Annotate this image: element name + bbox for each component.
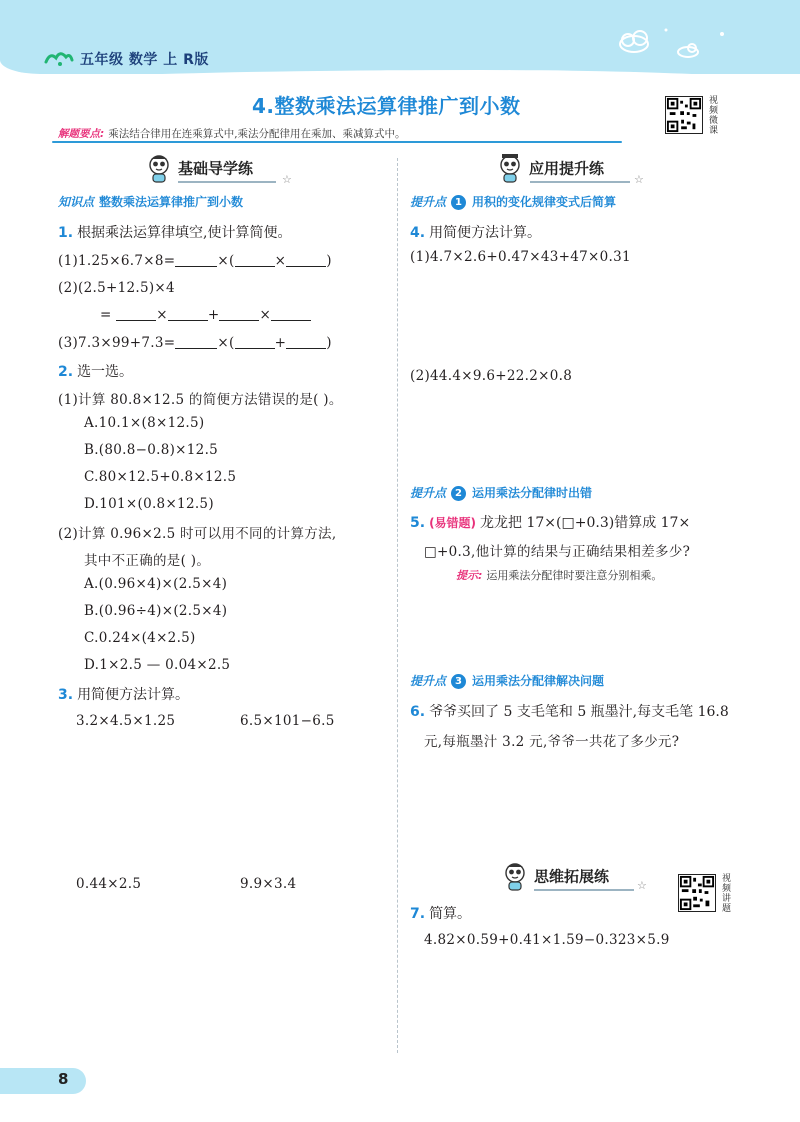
question-text: 简算。 bbox=[429, 906, 472, 922]
clouds-decoration-icon bbox=[606, 22, 736, 62]
question-number: 6. bbox=[410, 704, 426, 720]
operator: ×( bbox=[217, 253, 235, 269]
section-apply-heading bbox=[495, 154, 604, 184]
q7-expression: 4.82×0.59+0.41×1.59−0.323×5.9 bbox=[424, 932, 670, 948]
section-extend-title: 思维拓展练 bbox=[534, 867, 610, 886]
qr-caption-bottom: 视频讲题 bbox=[722, 874, 732, 914]
q2-1-option-a[interactable]: A.10.1×(8×12.5) bbox=[84, 415, 205, 431]
q2-2-option-a[interactable]: A.(0.96×4)×(2.5×4) bbox=[84, 576, 228, 592]
mascot-icon bbox=[495, 154, 525, 184]
section-basic-title: 基础导学练 bbox=[178, 159, 254, 178]
qr-caption-top: 视频微课 bbox=[709, 96, 719, 136]
operator: × bbox=[274, 253, 287, 269]
improvement-point-text: 用积的变化规律变式后简算 bbox=[472, 195, 617, 209]
answer-blank[interactable] bbox=[286, 335, 326, 349]
tips-divider bbox=[52, 141, 622, 143]
answer-blank[interactable] bbox=[175, 253, 217, 267]
improvement-point-number: 2 bbox=[451, 486, 466, 501]
answer-blank[interactable] bbox=[235, 253, 275, 267]
q2-2-option-d[interactable]: D.1×2.5 — 0.04×2.5 bbox=[84, 657, 231, 673]
mascot-icon bbox=[144, 154, 174, 184]
hint-label: 提示: bbox=[456, 569, 483, 582]
q2-1-option-c[interactable]: C.80×12.5+0.8×12.5 bbox=[84, 469, 237, 485]
question-7 bbox=[410, 903, 471, 923]
star-icon: ☆ bbox=[282, 173, 292, 186]
knowledge-point-text: 整数乘法运算律推广到小数 bbox=[99, 195, 244, 209]
hint-text: 运用乘法分配律时要注意分别相乘。 bbox=[486, 569, 663, 582]
improvement-point-3 bbox=[410, 672, 604, 689]
question-1 bbox=[58, 222, 292, 242]
section-extend-underline bbox=[534, 889, 634, 891]
question-number: 7. bbox=[410, 906, 426, 922]
column-divider bbox=[397, 158, 398, 1053]
q2-part-1: (1)计算 80.8×12.5 的简便方法错误的是( )。 bbox=[58, 392, 343, 408]
operator: ) bbox=[326, 335, 332, 351]
question-number: 4. bbox=[410, 225, 426, 241]
qr-code-icon[interactable] bbox=[678, 874, 716, 912]
tips-text: 乘法结合律用在连乘算式中,乘法分配律用在乘加、乘减算式中。 bbox=[108, 128, 406, 140]
page-title: 4.整数乘法运算律推广到小数 bbox=[252, 94, 521, 118]
star-icon: ☆ bbox=[634, 173, 644, 186]
q2-1-option-b[interactable]: B.(80.8−0.8)×12.5 bbox=[84, 442, 219, 458]
question-text: 选一选。 bbox=[77, 364, 134, 380]
q3-expression-4: 9.9×3.4 bbox=[240, 876, 297, 892]
question-number: 1. bbox=[58, 225, 74, 241]
question-3 bbox=[58, 684, 189, 704]
error-prone-tag: (易错题) bbox=[429, 516, 477, 530]
answer-blank[interactable] bbox=[286, 253, 326, 267]
grade-label: 五年级 数学 上 R版 bbox=[80, 52, 209, 68]
improvement-point-number: 3 bbox=[451, 674, 466, 689]
mascot-icon bbox=[500, 862, 530, 892]
improvement-point-label: 提升点 bbox=[410, 195, 447, 209]
page-number-tab bbox=[0, 1068, 86, 1094]
answer-blank[interactable] bbox=[168, 307, 208, 321]
section-basic-underline bbox=[178, 181, 276, 183]
section-basic-heading bbox=[144, 154, 253, 184]
question-number: 2. bbox=[58, 364, 74, 380]
q1-part-1 bbox=[58, 253, 332, 269]
q1-expr: (2)(2.5+12.5)×4 bbox=[58, 280, 175, 296]
operator: ) bbox=[326, 253, 332, 269]
q1-expr: (3)7.3×99+7.3= bbox=[58, 335, 176, 351]
star-icon: ☆ bbox=[637, 879, 647, 892]
tips-label: 解题要点: bbox=[58, 128, 105, 140]
answer-blank[interactable] bbox=[175, 335, 217, 349]
q5-hint bbox=[456, 567, 662, 583]
knowledge-point-label: 知识点 bbox=[58, 195, 95, 209]
section-apply-underline bbox=[530, 181, 630, 183]
q3-expression-3: 0.44×2.5 bbox=[76, 876, 142, 892]
solving-tips bbox=[58, 126, 406, 141]
operator: = bbox=[100, 307, 112, 323]
qr-code-icon[interactable] bbox=[665, 96, 703, 134]
improvement-point-text: 运用乘法分配律解决问题 bbox=[472, 674, 605, 688]
q2-2-option-c[interactable]: C.0.24×(4×2.5) bbox=[84, 630, 196, 646]
q5-line-2: □+0.3,他计算的结果与正确结果相差多少? bbox=[424, 544, 691, 560]
operator: × bbox=[156, 307, 168, 323]
section-extend-heading bbox=[500, 862, 609, 892]
improvement-point-number: 1 bbox=[451, 195, 466, 210]
question-text: 用简便方法计算。 bbox=[77, 687, 190, 703]
q1-part-2 bbox=[58, 280, 175, 296]
q2-part-2-line-2: 其中不正确的是( )。 bbox=[84, 553, 211, 569]
q1-part-2-answer bbox=[100, 307, 311, 323]
operator: × bbox=[259, 307, 272, 323]
operator: ×( bbox=[217, 335, 235, 351]
q3-expression-2: 6.5×101−6.5 bbox=[240, 713, 335, 729]
q4-expression-1: (1)4.7×2.6+0.47×43+47×0.31 bbox=[410, 249, 631, 265]
operator: + bbox=[274, 335, 287, 351]
question-text: 龙龙把 17×(□+0.3)错算成 17× bbox=[480, 515, 691, 531]
q2-part-2-line-1: (2)计算 0.96×2.5 时可以用不同的计算方法, bbox=[58, 526, 337, 542]
knowledge-point bbox=[58, 193, 243, 210]
improvement-point-1 bbox=[410, 193, 616, 210]
question-text: 爷爷买回了 5 支毛笔和 5 瓶墨汁,每支毛笔 16.8 bbox=[429, 704, 729, 720]
question-number: 5. bbox=[410, 515, 426, 531]
improvement-point-label: 提升点 bbox=[410, 674, 447, 688]
question-number: 3. bbox=[58, 687, 74, 703]
page-number: 8 bbox=[58, 1070, 69, 1088]
question-text: 用简便方法计算。 bbox=[429, 225, 542, 241]
q4-expression-2: (2)44.4×9.6+22.2×0.8 bbox=[410, 368, 573, 384]
improvement-point-label: 提升点 bbox=[410, 486, 447, 500]
answer-blank[interactable] bbox=[235, 335, 275, 349]
question-4 bbox=[410, 222, 541, 242]
answer-blank[interactable] bbox=[219, 307, 259, 321]
question-6 bbox=[410, 701, 729, 721]
question-5 bbox=[410, 512, 690, 532]
question-2 bbox=[58, 361, 133, 381]
answer-blank[interactable] bbox=[116, 307, 156, 321]
section-apply-title: 应用提升练 bbox=[529, 159, 605, 178]
q2-2-option-b[interactable]: B.(0.96÷4)×(2.5×4) bbox=[84, 603, 228, 619]
q2-1-option-d[interactable]: D.101×(0.8×12.5) bbox=[84, 496, 214, 512]
improvement-point-2 bbox=[410, 484, 592, 501]
brand-logo-icon bbox=[44, 48, 74, 68]
q3-expression-1: 3.2×4.5×1.25 bbox=[76, 713, 176, 729]
q6-line-2: 元,每瓶墨汁 3.2 元,爷爷一共花了多少元? bbox=[424, 734, 680, 750]
question-text: 根据乘法运算律填空,使计算简便。 bbox=[77, 225, 292, 241]
answer-blank[interactable] bbox=[271, 307, 311, 321]
q1-part-3 bbox=[58, 335, 332, 351]
improvement-point-text: 运用乘法分配律时出错 bbox=[472, 486, 593, 500]
q1-expr: (1)1.25×6.7×8= bbox=[58, 253, 176, 269]
operator: + bbox=[207, 307, 220, 323]
